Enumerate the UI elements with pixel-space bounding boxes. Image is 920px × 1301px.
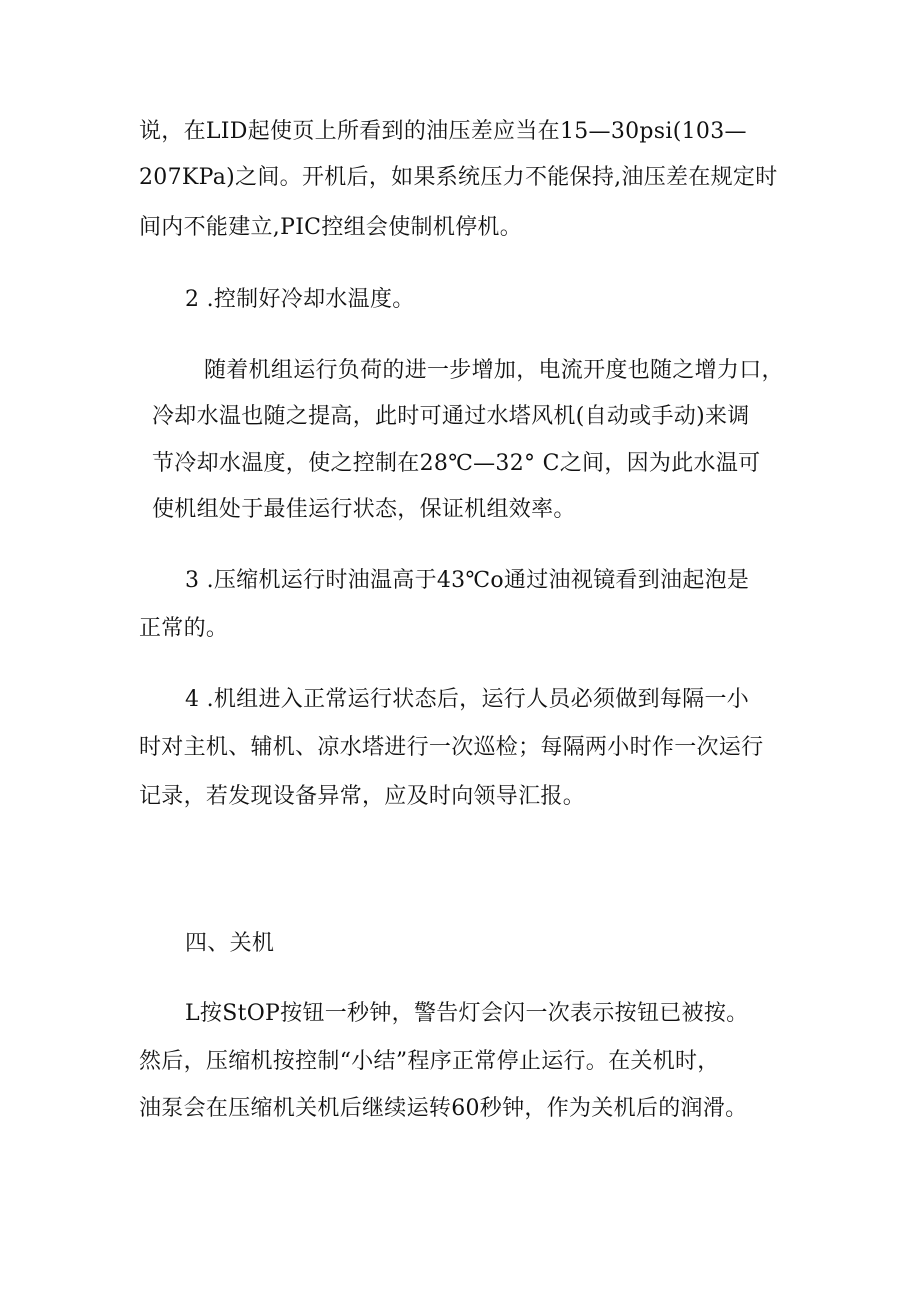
text-line: 冷却水温也随之提高，此时可通过水塔风机(自动或手动)来调 [152, 404, 750, 429]
text-line: L按StOP按钮一秒钟，警告灯会闪一次表示按钮已被按。 [185, 1001, 749, 1026]
text-line: 随着机组运行负荷的进一步增加，电流开度也随之增力口， [204, 358, 784, 383]
text-line: 时对主机、辅机、凉水塔进行一次巡检；每隔两小时作一次运行 [139, 735, 764, 760]
text-line: 油泵会在压缩机关机后继续运转60秒钟，作为关机后的润滑。 [139, 1096, 748, 1121]
text-line: 说，在LID起使页上所看到的油压差应当在15—30psi(103— [139, 119, 747, 144]
text-line: 节冷却水温度，使之控制在28℃—32° C之间，因为此水温可 [152, 451, 761, 476]
list-item-heading: 2 .控制好冷却水温度。 [185, 287, 415, 312]
text-line: 间内不能建立,PIC控组会使制机停机。 [139, 215, 523, 240]
text-line: 正常的。 [139, 616, 229, 641]
text-line: 然后，压缩机按控制“小结”程序正常停止运行。在关机时， [139, 1049, 720, 1074]
section-heading: 四、关机 [185, 931, 275, 956]
text-line: 207KPa)之间。开机后，如果系统压力不能保持,油压差在规定时 [139, 165, 778, 190]
text-line: 使机组处于最佳运行状态，保证机组效率。 [152, 497, 576, 522]
text-line: 4 .机组进入正常运行状态后，运行人员必须做到每隔一小 [185, 687, 750, 712]
text-line: 3 .压缩机运行时油温高于43℃o通过油视镜看到油起泡是 [185, 568, 750, 593]
text-line: 记录，若发现设备异常，应及时向领导汇报。 [139, 784, 586, 809]
